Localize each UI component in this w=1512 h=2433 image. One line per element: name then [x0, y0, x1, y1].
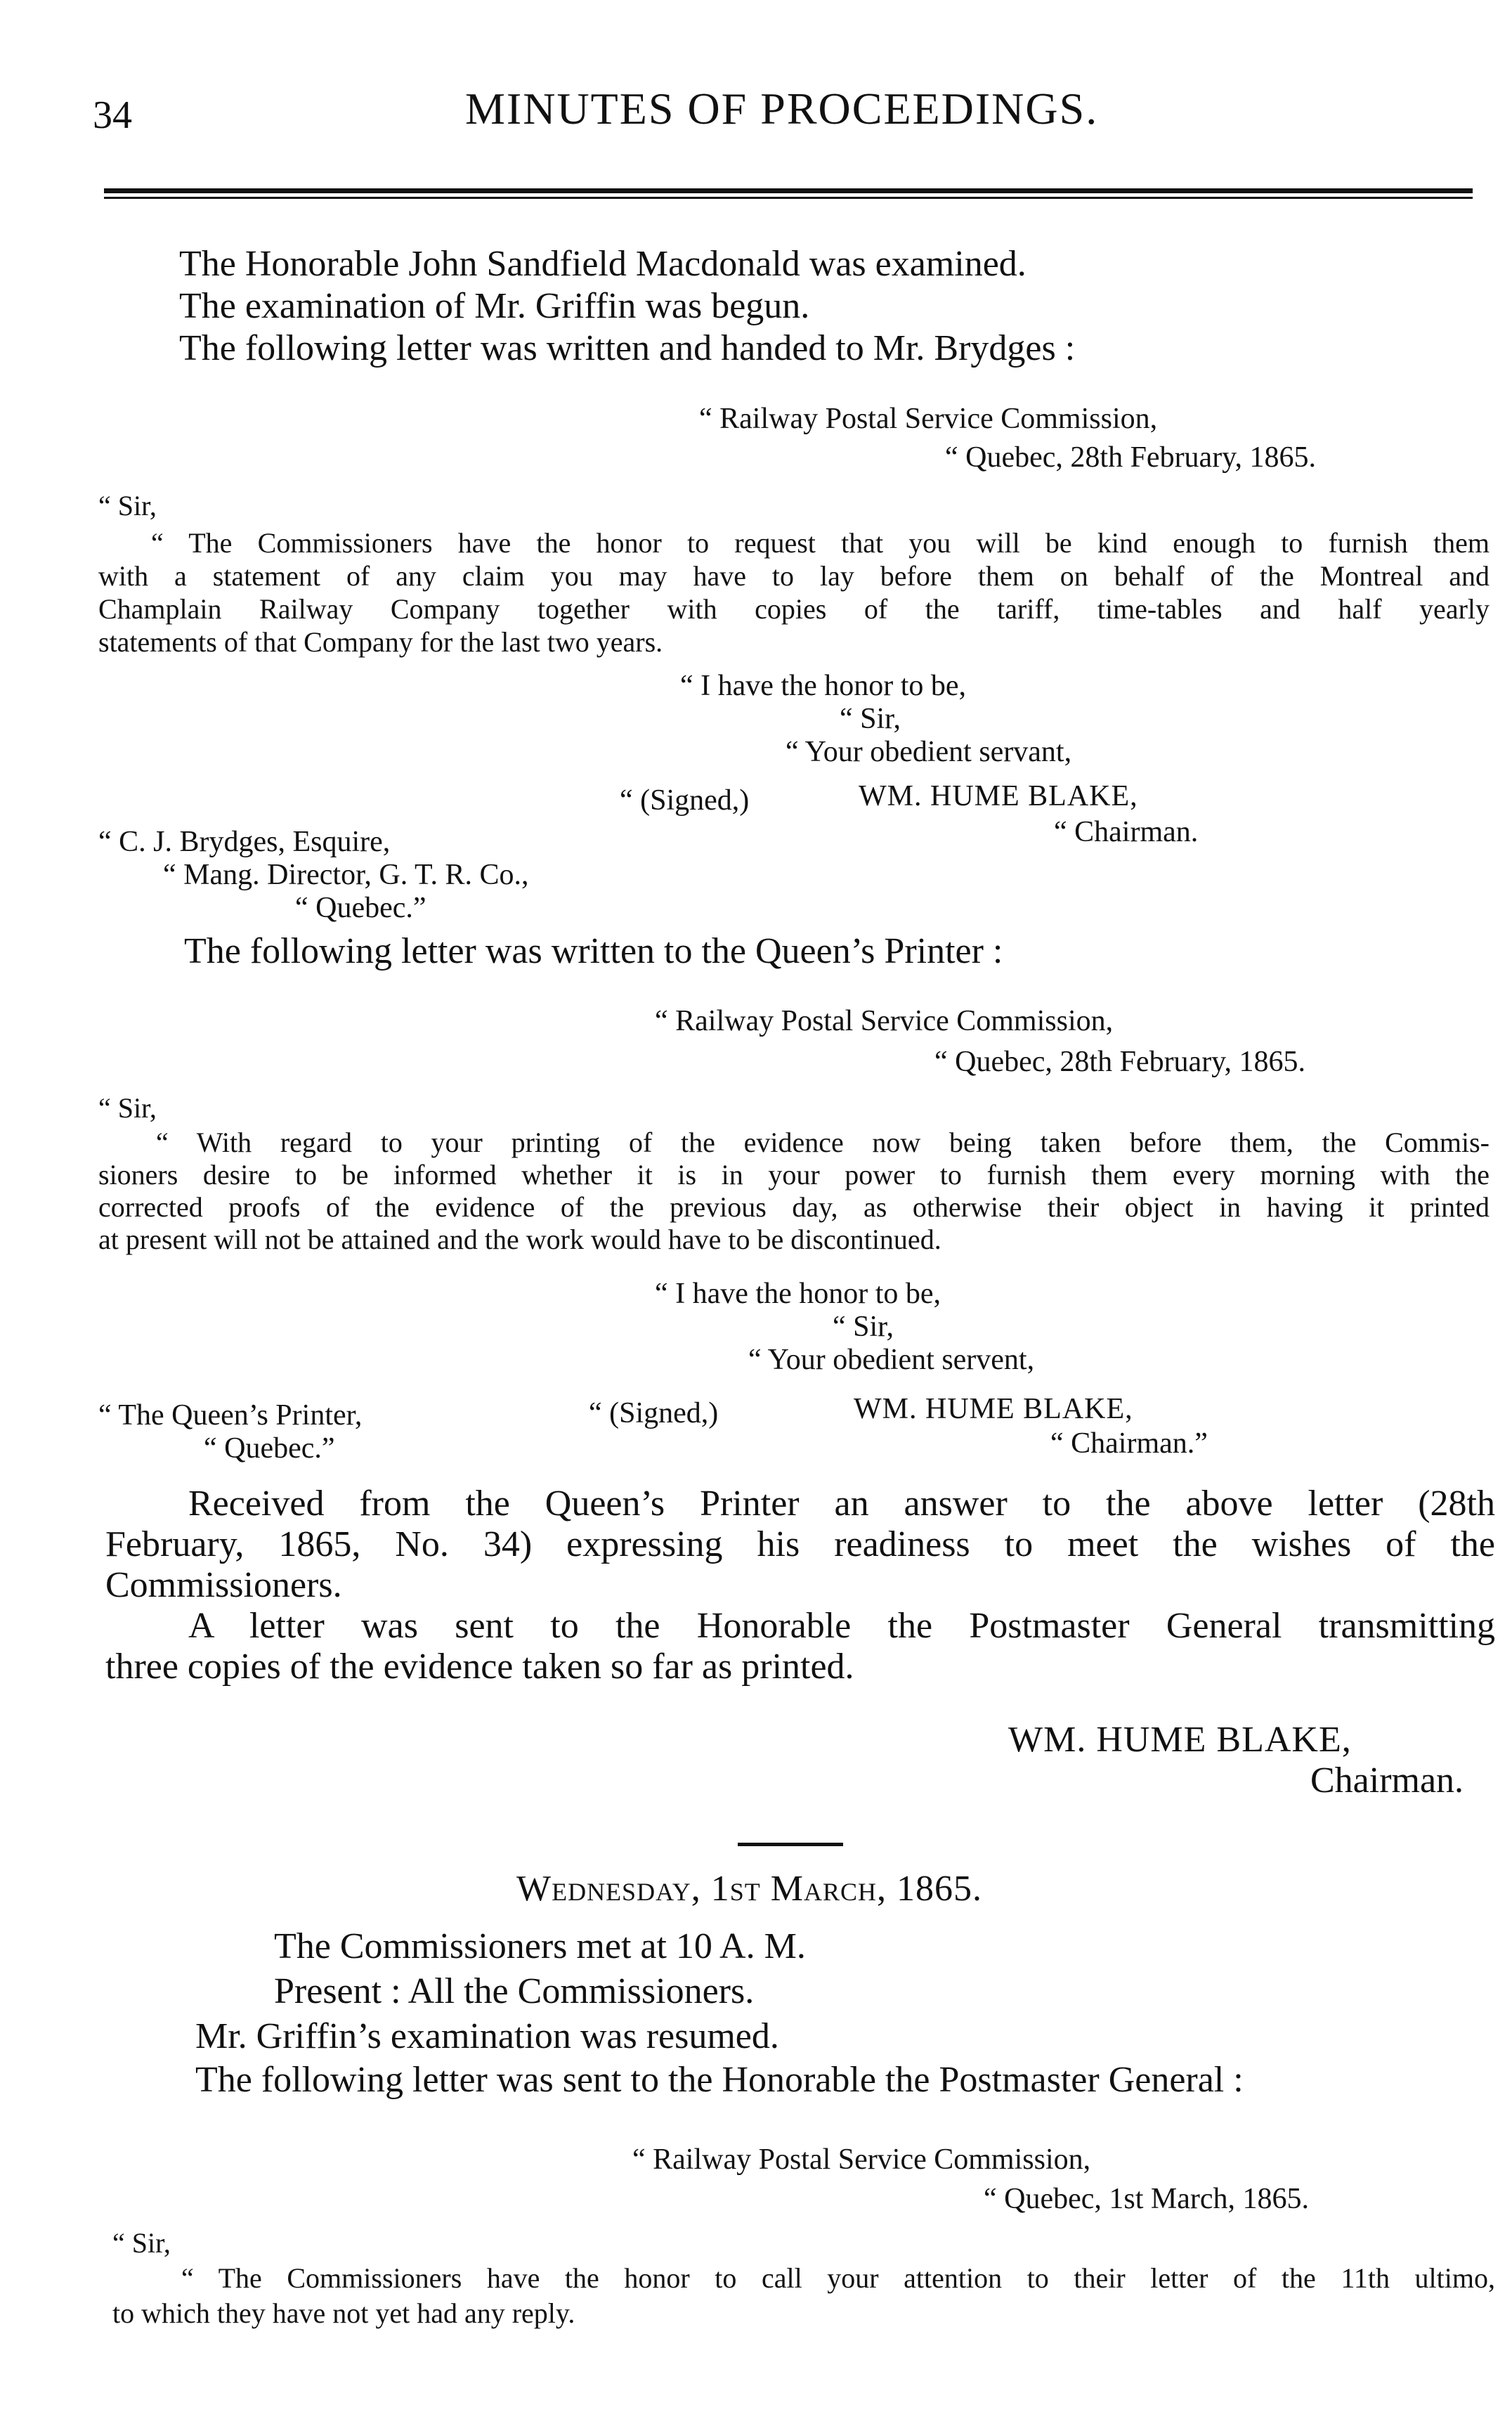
letter-body-line: Champlain Railway Company together with copies of the tariff, time-tables and half yearly — [98, 593, 1490, 625]
letter-body-line: at present will not be attained and the work would have to be discontinued. — [98, 1224, 941, 1255]
letter-addressee: “ Quebec.” — [295, 892, 426, 924]
letter-place-date: “ Quebec, 28th February, 1865. — [945, 441, 1316, 474]
letter-closing: “ I have the honor to be, — [655, 1278, 941, 1310]
letter-place-date: “ Quebec, 1st March, 1865. — [984, 2183, 1310, 2215]
minutes-line: February, 1865, No. 34) expressing his readiness to meet the wishes of the — [105, 1524, 1495, 1564]
letter-body-line: “ The Commissioners have the honor to request that you will be kind enough to furnish them — [151, 527, 1490, 559]
minutes-line: Mr. Griffin’s examination was resumed. — [195, 2016, 779, 2056]
minutes-line: The following letter was written to the Queen’s Printer : — [184, 931, 1003, 971]
letter-signed: “ (Signed,) — [620, 784, 750, 817]
letter-signed: “ (Signed,) — [589, 1397, 719, 1429]
letter-signer-title: “ Chairman. — [1054, 816, 1199, 848]
minutes-line: The Honorable John Sandfield Macdonald was examined. — [179, 244, 1027, 284]
minutes-signer: WM. HUME BLAKE, — [1008, 1720, 1352, 1760]
minutes-line: A letter was sent to the Honorable the Postmaster General transmitting — [188, 1606, 1495, 1646]
letter-body-line: to which they have not yet had any reply. — [112, 2297, 575, 2329]
letter-from: “ Railway Postal Service Commission, — [699, 403, 1158, 435]
letter-addressee: “ The Queen’s Printer, — [98, 1399, 363, 1432]
letter-body-line: with a statement of any claim you may have to lay before them on behalf of the Montreal and — [98, 560, 1490, 592]
header-rule-thin — [104, 197, 1473, 199]
letter-signer: WM. HUME BLAKE, — [859, 780, 1138, 812]
header-rule-thick — [104, 188, 1473, 193]
letter-closing: “ Your obedient servant, — [786, 736, 1072, 768]
letter-salutation: “ Sir, — [112, 2227, 171, 2259]
minutes-line: The Commissioners met at 10 A. M. — [274, 1926, 806, 1966]
page-title: MINUTES OF PROCEEDINGS. — [465, 84, 1099, 134]
letter-from: “ Railway Postal Service Commission, — [632, 2143, 1091, 2176]
letter-body-line: statements of that Company for the last two years. — [98, 626, 663, 658]
minutes-line: The following letter was written and handed to Mr. Brydges : — [179, 328, 1076, 368]
minutes-signer-title: Chairman. — [1310, 1760, 1464, 1801]
minutes-line: Received from the Queen’s Printer an answer to the above letter (28th — [188, 1484, 1495, 1524]
letter-closing: “ Sir, — [840, 703, 901, 735]
letter-body-line: “ The Commissioners have the honor to call your attention to their letter of the 11th ultimo, — [181, 2262, 1495, 2294]
letter-salutation: “ Sir, — [98, 1092, 157, 1124]
minutes-line: Commissioners. — [105, 1565, 342, 1605]
minutes-line: three copies of the evidence taken so far as printed. — [105, 1647, 854, 1687]
section-divider — [738, 1843, 843, 1846]
letter-place-date: “ Quebec, 28th February, 1865. — [934, 1046, 1305, 1078]
minutes-line: Present : All the Commissioners. — [274, 1971, 755, 2011]
letter-body-line: sioners desire to be informed whether it is in your power to furnish them every morning with the — [98, 1159, 1490, 1190]
date-heading: Wednesday, 1st March, 1865. — [516, 1869, 983, 1909]
letter-signer-title: “ Chairman.” — [1050, 1427, 1208, 1460]
letter-addressee: “ Mang. Director, G. T. R. Co., — [163, 859, 529, 891]
letter-closing: “ I have the honor to be, — [680, 670, 967, 702]
letter-salutation: “ Sir, — [98, 490, 157, 521]
page-number: 34 — [93, 93, 132, 137]
minutes-line: The following letter was sent to the Honorable the Postmaster General : — [195, 2060, 1244, 2100]
letter-closing: “ Sir, — [833, 1311, 894, 1343]
letter-addressee: “ Quebec.” — [204, 1432, 335, 1465]
letter-body-line: “ With regard to your printing of the evidence now being taken before them, the Commis- — [156, 1127, 1490, 1158]
letter-signer: WM. HUME BLAKE, — [854, 1393, 1133, 1425]
minutes-line: The examination of Mr. Griffin was begun. — [179, 286, 810, 326]
letter-addressee: “ C. J. Brydges, Esquire, — [98, 826, 391, 858]
letter-body-line: corrected proofs of the evidence of the previous day, as otherwise their object in having it printed — [98, 1191, 1490, 1223]
letter-from: “ Railway Postal Service Commission, — [655, 1005, 1114, 1037]
letter-closing: “ Your obedient servent, — [748, 1344, 1035, 1376]
